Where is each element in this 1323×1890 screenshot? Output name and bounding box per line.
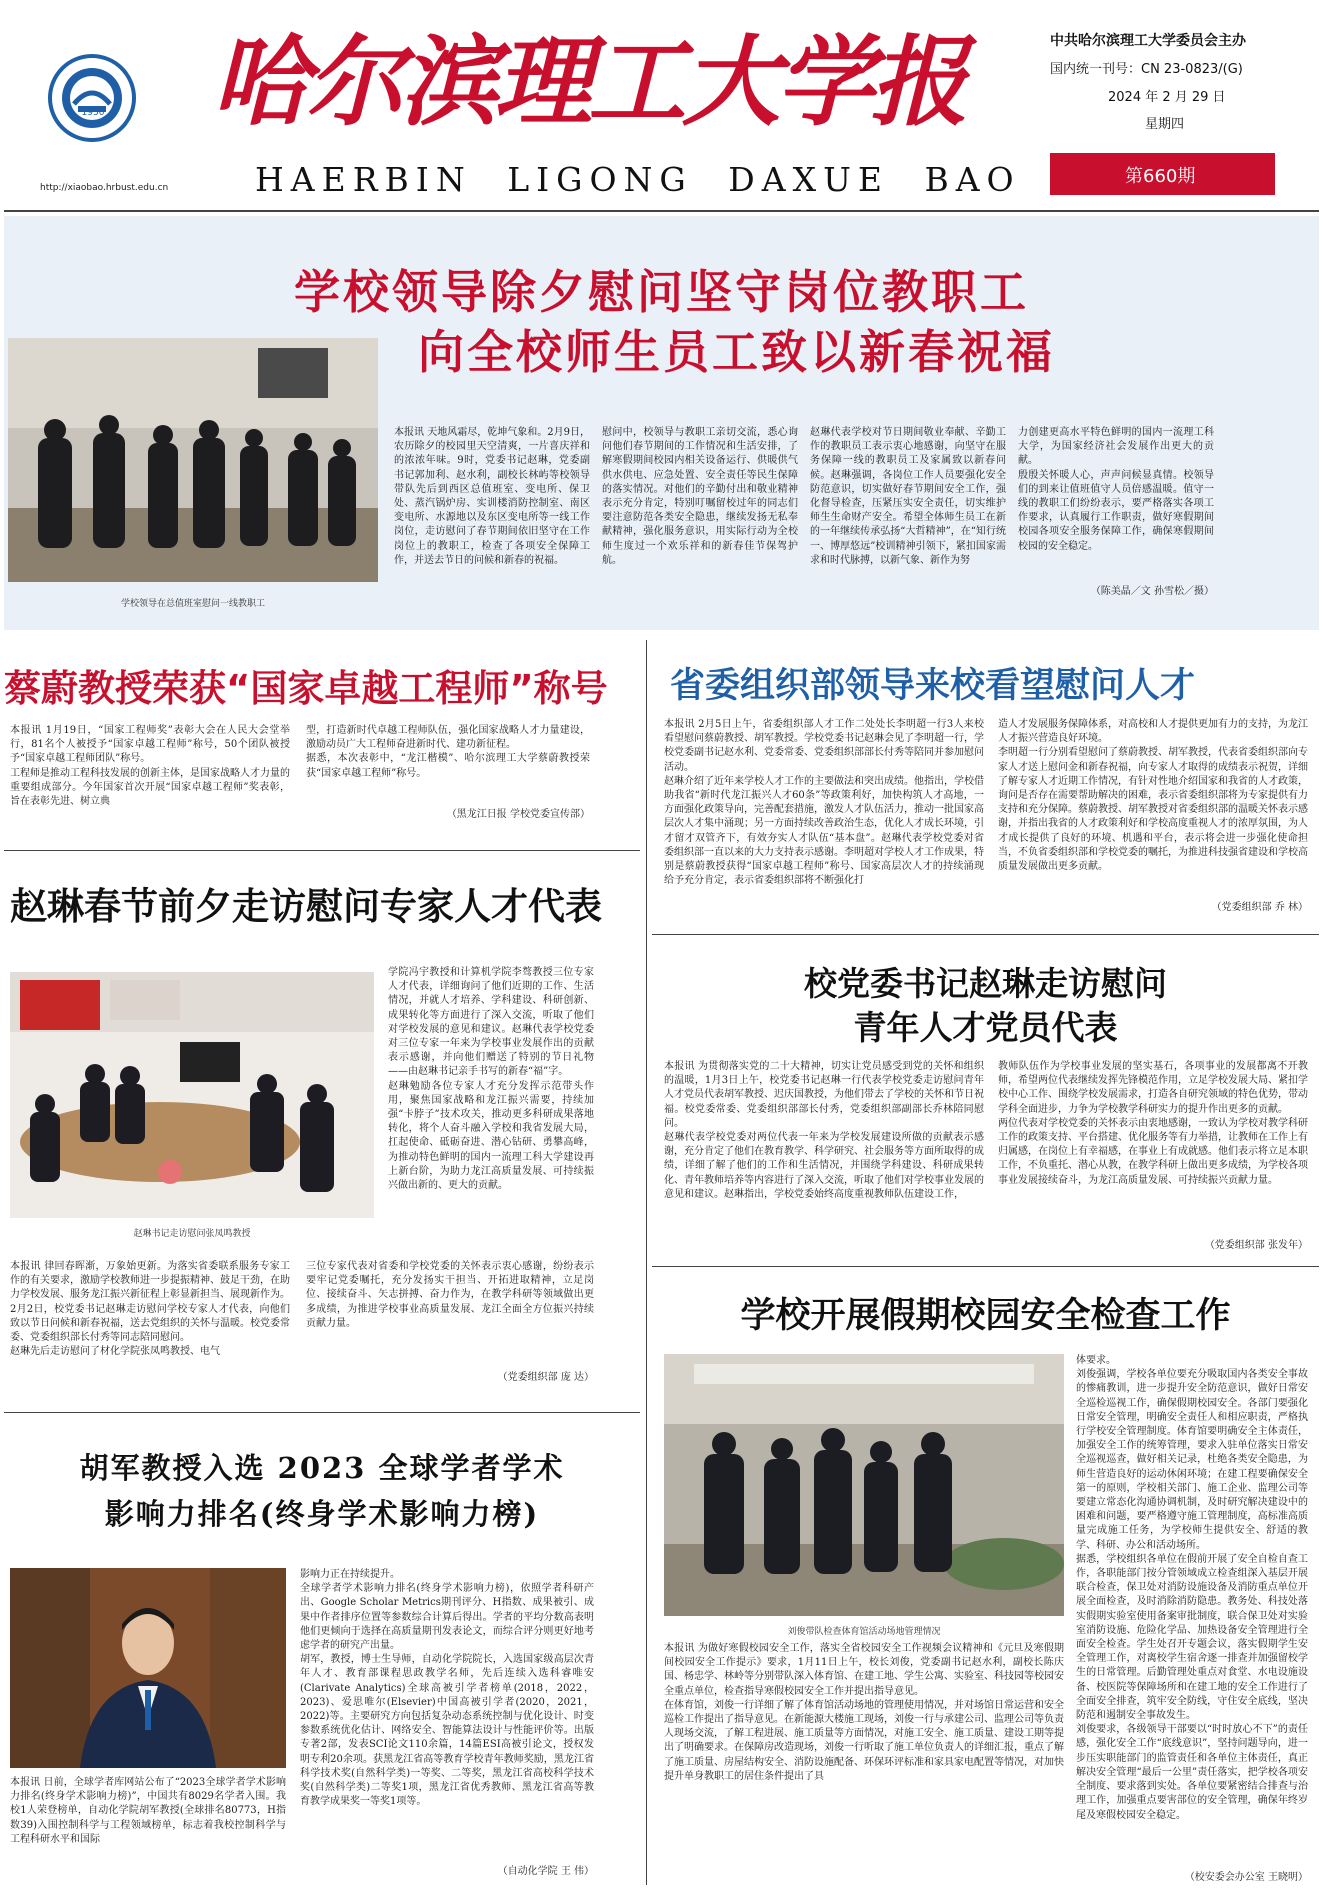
article-safety [652,1270,1319,1886]
hujun-text-col-1: 本报讯 日前，全球学者库网站公布了“2023全球学者学术影响力排名(终身学术影响力榜)”，中国共有8029名学者入围。我校1人荣登榜单，自动化学院胡军教授(全球排名80773，H指数39)入围控制科学与工程领域榜单，标志着我校控制科学与工程科研水平和国际 [10,1777,286,1845]
youth-headline-1: 校党委书记赵琳走访慰问 [804,964,1167,1003]
article-youth [652,938,1319,1263]
masthead [0,0,1323,199]
lead-text-col-2: 慰问中，校领导与教职工亲切交流，悉心询问他们春节期间的工作情况和生活安排，了解寒假期间校园内相关设备运行、供暖供气供水供电、应急处置、安全责任等民生保障的落实情况。对他们的辛勤付出和敬业精神表示充分肯定，特别叮嘱留校过年的同志们要注意防范各类安全隐患，继续发扬无私奉献精神，强化服务意识，用实际行动为全校师生度过一个欢乐祥和的新春佳节保驾护航。 [602,427,798,566]
hujun-headline-1: 胡军教授入选 2023 全球学者学术 [79,1451,565,1485]
lead-headline-1: 学校领导除夕慰问坚守岗位教职工 [294,265,1029,319]
logo-year: 1950 [81,108,105,118]
lead-photo [8,338,378,582]
youth-divider [652,1266,1319,1267]
provincial-divider [652,934,1319,935]
cai-text-col-2: 型，打造新时代卓越工程师队伍，强化国家战略人才力量建设，激励动员广大工程师奋进新时代、建功新征程。 据悉，本次表彰中，“龙江楷模”、哈尔滨理工大学蔡蔚教授荣获“国家卓越工程师”称号。 [306,725,590,779]
youth-text-col-2: 教师队伍作为学校事业发展的坚实基石，各项事业的发展都离不开教师，希望两位代表继续发挥先锋模范作用，立足学校发展大局、紧扣学校中心工作、围绕学校发展需求，打造各自研究领域的特色优势，带动学科全面进步，力争为学校教学科研实力的提升作出更多的贡献。 两位代表对学校党委的关怀表示由衷地感谢，一致认为学校对教学科研工作的政策支持、平台搭建、优化服务等有力举措，让教师在工作上有归属感，在岗位上有幸福感，在事业上有成就感。他们表示将立足本职工作，不负重托、潜心从教，在教学科研上做出更多成绩，为学校各项事业发展接续奋斗，为龙江高质量发展、可持续振兴贡献力量。 [998,1061,1308,1186]
article-cai [4,640,640,845]
zhao-experts-signature: （党委组织部 庞 达） [497,1372,594,1383]
provincial-headline: 省委组织部领导来校看望慰问人才 [670,666,1196,706]
article-zhao-experts [4,856,640,1411]
hujun-portrait [10,1568,286,1768]
lead-text-col-3: 赵琳代表学校对节日期间敬业奉献、辛勤工作的教职员工表示衷心地感谢，向坚守在服务保障一线的教职员工及家属致以新春问候。赵琳强调，各岗位工作人员要强化安全防范意识，切实做好春节期间安全工作，强化督导检查，压紧压实安全责任，切实维护师生生命财产安全。希望全体师生员工在新的一年继续传承弘扬“大哲精神”，在“知行统一、博厚悠远”校训精神引领下，紧扣国家需求和时代脉搏，以新气象、新作为努 [810,427,1006,566]
site-url[interactable]: http://xiaobao.hrbust.edu.cn [40,183,169,193]
zhao-experts-text-bottom: 三位专家代表对省委和学校党委的关怀表示衷心感谢，纷纷表示要牢记党委嘱托，充分发扬实干担当、开拓进取精神，立足岗位、接续奋斗、矢志拼搏、奋力作为，在教学科研等领域做出更多成绩，为推进学校事业高质量发展、龙江全面全方位振兴持续贡献力量。 [306,1261,594,1329]
hujun-signature: （自动化学院 王 伟） [497,1866,594,1877]
safety-text-col-2: 体要求。 刘俊强调，学校各单位要充分吸取国内各类安全事故的惨痛教训，进一步提升安全防范意识，做好日常安全巡检巡视工作，确保假期校园安全。各部门要强化日常安全管理，明确安全责任人和相应职责，严格执行学校安全管理制度。体育馆要明确安全主体责任，加强安全工作的统筹管理，要求入驻单位落实日常安全巡视巡查，做好相关记录，杜绝各类安全隐患，为师生营造良好的运动休闲环境；在建工程要确保安全第一的原则，学校相关部门、施工企业、监理公司等要建立常态化沟通协调机制，及时研究解决建设中的困难和问题，要严格遵守施工管理制度，高标准高质量完成施工任务，为学校师生提供安全、舒适的教学、科研、办公和活动场所。 据悉，学校组织各单位在假前开展了安全自检自查工作，各职能部门按分管领域成立检查组深入基层开展联合检查，保卫处对消防设施设备及消防重点单位开展全面检查，及时消除消防隐患。教务处、科技处落实假期实验室使用备案审批制度，联合保卫处对实验室消防设施、危险化学品、加热设备安全管理进行全面安全检查。学生处召开专题会议，落实假期学生安全管理工作，对离校学生宿舍逐一排查并加强留校学生的日常管理。后勤管理处重点对食堂、水电设施设备、校医院等保障场所和在建工地的安全工作进行了全面安全排查，筑牢安全防线，守住安全底线，坚决防范和遏制安全事故发生。 刘俊要求，各级领导干部要以“时时放心不下”的责任感，强化安全工作“底线意识”，坚持问题导向，进一步压实职能部门的监管责任和各单位主体责任，真正解决安全管理“最后一公里”责任落实，把学校各项安全制度、要求落到实处。各单位要紧密结合排查与治理工作，加强重点要害部位的安全管理，确保年终岁尾及寒假校园安全稳定。 [1076,1355,1308,1821]
zhao-experts-headline: 赵琳春节前夕走访慰问专家人才代表 [10,885,602,928]
newspaper-pinyin: HAERBIN LIGONG DAXUE BAO [255,160,1021,199]
lead-photo-caption: 学校领导在总值班室慰问一线教职工 [120,599,265,609]
safety-photo [664,1354,1064,1616]
cai-headline: 蔡蔚教授荣获“国家卓越工程师”称号 [4,667,608,710]
cai-signature: （黑龙江日报 学校党委宣传部） [446,809,590,820]
zhao-experts-photo [10,972,374,1218]
issue-number-badge [1050,153,1275,195]
provincial-text-col-1: 本报讯 2月5日上午，省委组织部人才工作二处处长李明超一行3人来校看望慰问蔡蔚教授、胡军教授。学校党委书记赵琳会见了李明超一行，学校党委副书记赵水利、党委常委、党委组织部部长付秀等陪同并参加慰问活动。 赵琳介绍了近年来学校人才工作的主要做法和突出成绩。他指出，学校借助我省“新时代龙江振兴人才60条”等政策利好，加快构筑人才高地，一方面强化政策导向，完善配套措施，激发人才队伍活力，推动一批国家高层次人才集中涌现；另一方面持续改善政治生态，优化人才成长环境，引才留才双管齐下，有效夯实人才队伍“基本盘”。赵琳代表学校党委对省委组织部一直以来的大力支持表示感谢。李明超对学校人才工作成果，特别是蔡蔚教授获得“国家卓越工程师”称号、国家高层次人才的持续涌现给予充分肯定，表示省委组织部将不断强化打 [664,719,984,887]
column-divider [646,640,647,1885]
provincial-text-col-2: 造人才发展服务保障体系，对高校和人才提供更加有力的支持，为龙江人才振兴营造良好环境。 李明超一行分别看望慰问了蔡蔚教授、胡军教授，代表省委组织部向专家人才送上慰问金和新春祝福，向专家人才取得的成绩表示祝贺，详细了解专家人才近期工作情况，有针对性地介绍国家和我省的人才政策，询问是否存在需要帮助解决的困难，表示省委组织部将为专家提供有力支持和充分保障。蔡蔚教授、胡军教授对省委组织部的温暖关怀表示感谢，并指出我省的人才政策利好和学校高度重视人才的浓厚氛围，为人才成长提供了良好的环境、机遇和平台，表示将会进一步强化使命担当，不负省委组织部和学校党委的嘱托，为推进科技强省建设和学校高质量发展做出更多贡献。 [998,719,1308,873]
zhao-experts-divider [4,1412,640,1413]
newspaper-title: 哈尔滨理工大学报 [212,25,965,140]
article-provincial [652,640,1319,930]
issue-date: 2024 年 2 月 29 日 [1108,90,1226,105]
hujun-text-col-2: 影响力正在持续提升。 全球学者学术影响力排名(终身学术影响力榜)，依照学者科研产出、Google Scholar Metrics期刊评分、H指数、成果被引、成果中作者排序位置等参数综合计算后得出。学者的平均分数高表明他们更倾向于选择在高质量期刊发表论文，而综合评分则更好地考虑学者的研究产出量。 胡军，教授，博士生导师，自动化学院院长，入选国家级高层次青年人才、教育部课程思政教学名师，先后连续入选科睿唯安(Clarivate Analytics)全球高被引学者榜单(2018，2022，2023)、爱思唯尔(Elsevier)中国高被引学者(2020，2021，2022)等。主要研究方向包括复杂动态系统控制与优化设计、时变参数系统优化估计、网络安全、智能算法设计与性能评价等。出版专著2部，发表SCI论文110余篇，14篇ESI高被引论文，授权发明专利20余项。获黑龙江省高等教育学校青年教师奖励，黑龙江省科学技术奖(自然科学类)一等奖、二等奖，黑龙江省高校科学技术奖(自然科学类)二等奖1项，黑龙江省优秀教师、黑龙江省高等教育教学成果奖一等奖1项等。 [300,1569,594,1808]
safety-headline: 学校开展假期校园安全检查工作 [740,1296,1231,1336]
safety-signature: （校安委会办公室 王晓明） [1184,1872,1308,1883]
lead-text-col-4: 力创建更高水平特色鲜明的国内一流理工科大学，为国家经济社会发展作出更大的贡献。 殷殷关怀暖人心，声声问候显真情。校领导们的到来让值班值守人员倍感温暖。值守一线的教职工们纷纷表示，要严格落实各项工作要求，认真履行工作职责，做好寒假期间校园各项安全服务保障工作，确保寒假期间校园的安全稳定。 [1018,427,1214,552]
article-hujun [4,1416,640,1886]
issue-number: 第660期 [1125,166,1196,187]
lead-article [4,216,1319,630]
youth-headline-2: 青年人才党员代表 [853,1008,1118,1047]
lead-headline-2: 向全校师生员工致以新春祝福 [418,325,1055,379]
cai-text-col-1: 本报讯 1月19日，“国家工程师奖”表彰大会在人民大会堂举行，81名个人被授予“国家卓越工程师”称号，50个团队被授予“国家卓越工程师团队”称号。 工程师是推动工程科技发展的创新主体，是国家战略人才力量的重要组成部分。今年国家首次开展“国家卓越工程师”奖表彰，旨在表彰先进、树立典 [10,725,290,808]
provincial-signature: （党委组织部 乔 林） [1211,902,1308,913]
university-logo [48,54,136,142]
zhao-experts-text-col-2: 学院冯宇教授和计算机学院李骜教授三位专家人才代表，详细询问了他们近期的工作、生活情况，并就人才培养、学科建设、科研创新、成果转化等方面进行了深入交流，听取了他们对学校发展的意见和建议。赵琳代表学校党委对三位专家一年来为学校事业发展作出的贡献表示感谢，并向他们赠送了特别的节日礼物——由赵琳书记亲手书写的新春“福”字。 赵琳勉励各位专家人才充分发挥示范带头作用，聚焦国家战略和龙江振兴需要，持续加强“卡脖子”技术攻关，推动更多科研成果落地转化，将个人奋斗融入学校和我省发展大局，扛起使命、砥砺奋进、潜心钻研、勇攀高峰，为推动特色鲜明的国内一流理工科大学建设再上新台阶，为助力龙江高质量发展、可持续振兴做出新的、更大的贡献。 [388,967,594,1192]
lead-signature: （陈美晶／文 孙雪松／摄） [1090,586,1214,597]
cai-divider [4,850,640,851]
youth-text-col-1: 本报讯 为贯彻落实党的二十大精神，切实让党员感受到党的关怀和组织的温暖，1月3日上午，校党委书记赵琳一行代表学校党委走访慰问青年人才党员代表胡军教授、迟庆国教授，为他们带去了学校的关怀和节日祝福。校党委常委、党委组织部部长付秀，党委组织部副部长乔林陪同慰问。 赵琳代表学校党委对两位代表一年来为学校发展建设所做的贡献表示感谢，充分肯定了他们在教育教学、科学研究、社会服务等方面所取得的成绩，详细了解了他们的工作和生活情况，并围绕学科建设、科研成果转化、青年教师培养等内容进行了深入交流，听取了他们对学校事业发展的意见和建议。赵琳指出，学校党委始终高度重视教师队伍建设工作， [664,1061,984,1200]
safety-caption: 刘俊带队检查体育馆活动场地管理情况 [787,1627,941,1637]
hujun-headline-2: 影响力排名(终身学术影响力榜) [104,1497,540,1531]
weekday: 星期四 [1145,117,1185,132]
safety-text-col-1: 本报讯 为做好寒假校园安全工作，落实全省校园安全工作视频会议精神和《元旦及寒假期间校园安全工作提示》要求，1月11日上午，校长刘俊，党委副书记赵水利，副校长陈庆国、杨忠学、林岭等分别带队深入体育馆、在建工地、学生公寓、实验室、科技园等校园安全重点单位，检查指导寒假校园安全工作并提出指导意见。 在体育馆，刘俊一行详细了解了体育馆活动场地的管理使用情况，并对场馆日常运营和安全巡检工作提出了指导意见。在新能源大楼施工现场，刘俊一行与承建公司、监理公司等负责人现场交流，了解工程进展、施工质量等方面情况，对施工安全、施工质量、建设工期等提出了明确要求。在保障房改造现场，刘俊一行听取了施工单位负责人的详细汇报，重点了解了施工质量、房屋结构安全、消防设施配备、环保环评标准和家具家电配置等情况，对加快提升单身教职工的居住条件提出了具 [664,1643,1064,1782]
issn: 国内统一刊号：CN 23-0823/(G) [1050,62,1243,77]
zhao-experts-caption: 赵琳书记走访慰问张凤鸣教授 [133,1229,251,1239]
youth-signature: （党委组织部 张发年） [1204,1240,1308,1251]
publisher: 中共哈尔滨理工大学委员会主办 [1050,33,1246,49]
lead-text-col-1: 本报讯 天地风霜尽，乾坤气象和。2月9日，农历除夕的校园里天空清爽，一片喜庆祥和的浓浓年味。9时，党委书记赵琳，党委副书记郭加利、赵水利，副校长林屿等校领导带队先后到西区总值班室、变电所、保卫处、蒸汽锅炉房、实训楼消防控制室、南区变电所、水源地以及东区变电所等一线工作岗位，走访慰问了春节期间依旧坚守在工作岗位上的教职工，检查了各项安全保障工作，并送去节日的问候和新春的祝福。 [394,427,590,566]
masthead-divider [4,210,1319,212]
zhao-experts-text-col-1: 本报讯 律回春晖渐，万象始更新。为落实省委联系服务专家工作的有关要求，激励学校教师进一步提振精神、鼓足干劲，在助力学校发展、服务龙江振兴新征程上彰显新担当、展现新作为。2月2日，校党委书记赵琳走访慰问学校专家人才代表，向他们致以节日问候和新春祝福，送去党组织的关怀与温暖。校党委常委、党委组织部长付秀等同志陪同慰问。 赵琳先后走访慰问了材化学院张凤鸣教授、电气 [10,1261,290,1358]
